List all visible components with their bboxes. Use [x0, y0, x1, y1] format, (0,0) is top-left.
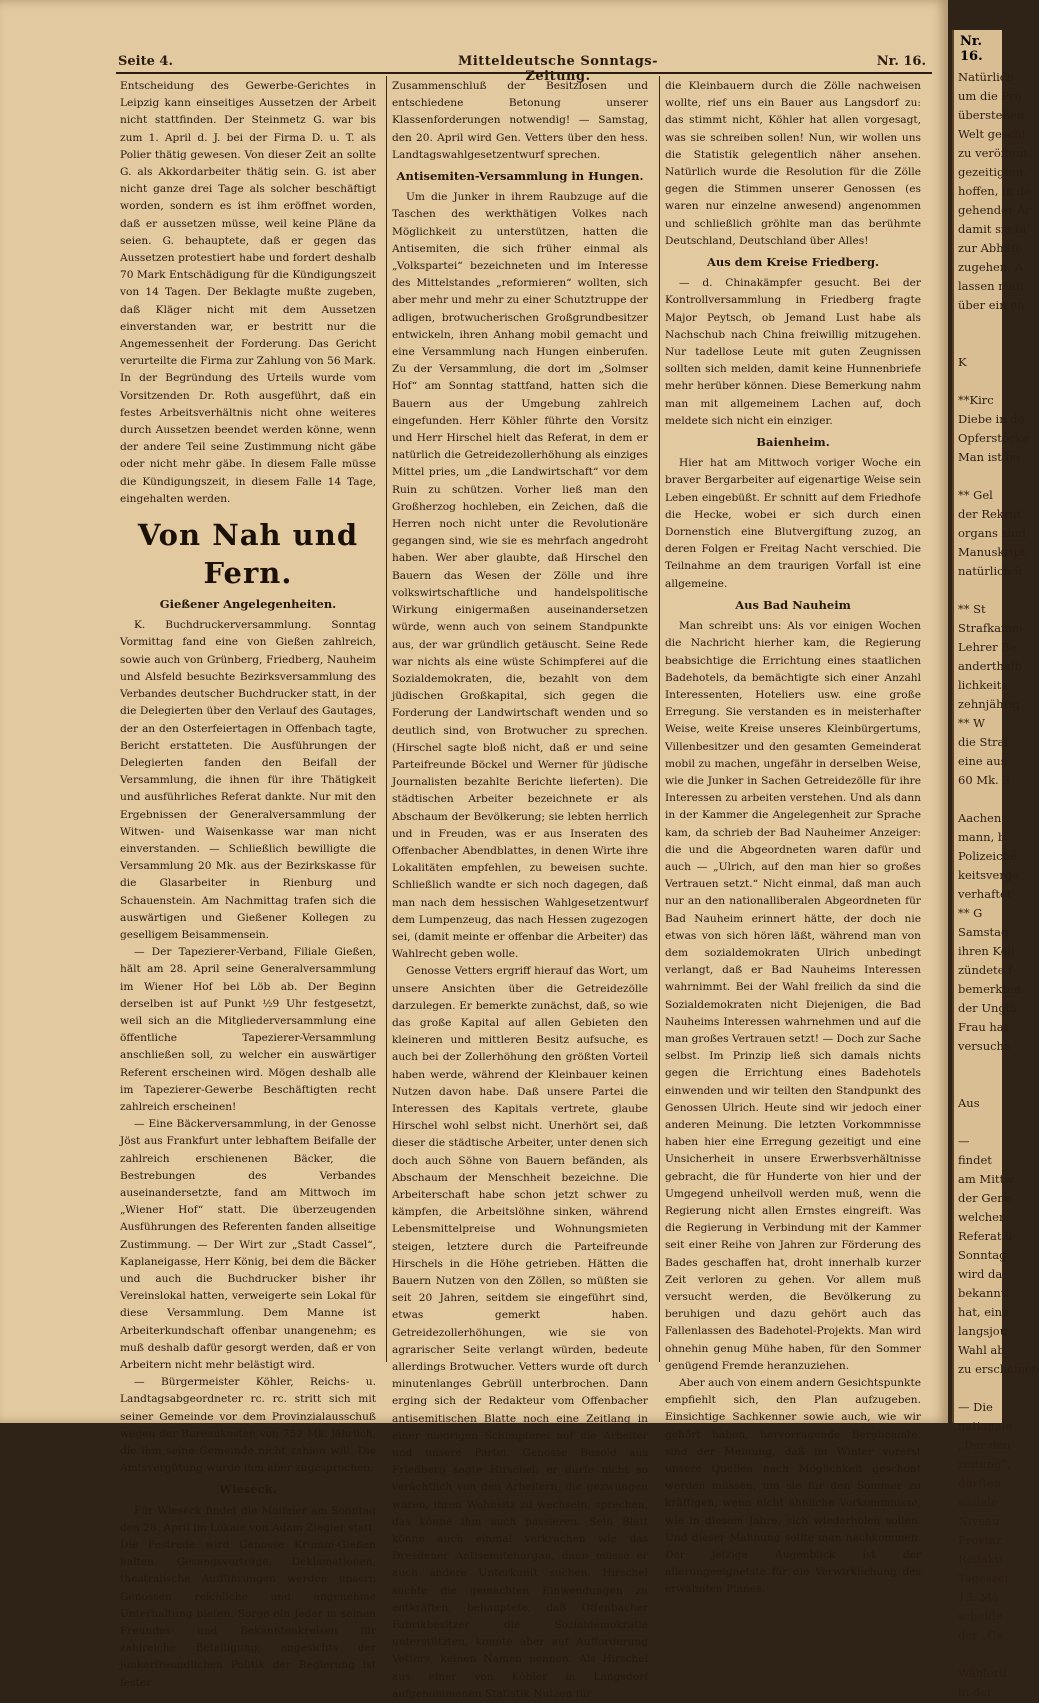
adjacent-page-line: keitsverge [958, 868, 1019, 882]
adjacent-page-line: gezeitigten, [958, 165, 1027, 179]
adjacent-page-line [954, 1113, 1002, 1132]
adjacent-page-line: zündete f [958, 963, 1013, 977]
adjacent-page-line: um die Pro [958, 89, 1022, 103]
adjacent-page-line: der „Ge [958, 1628, 1004, 1642]
column-rule [386, 76, 387, 1362]
article-text: — Eine Bäckerversammlung, in der Genosse Jöst aus Frankfurt unter lebhaftem Beifalle der zahlreich erschienenen Bäcker, die Bestrebungen des Verbandes auseinandersetzte, fand am Mittwoch im „Wiener Hof“ statt. Die überzeugenden Ausführungen des Referenten fanden allseitige Zustimmung. — Der Wirt zur „Stadt Cassel“, Kaplaneigasse, Herr König, bei dem die Bäcker und auch die Buchdrucker bisher ihr Vereinslokal hatten, verweigerte sein Lokal für diese Versammlung. Dem Manne ist Arbeiterkundschaft offenbar unangenehm; es muß deshalb dafür gesorgt werden, daß er von Arbeitern nicht mehr belästigt wird. [120, 1118, 376, 1372]
adjacent-page-line: Manuskript [958, 545, 1026, 559]
subheading: Wieseck. [219, 1482, 277, 1497]
adjacent-page-line [954, 1379, 1002, 1398]
adjacent-page-line: Aus [958, 1096, 980, 1110]
adjacent-page-line: welcher [958, 1210, 1005, 1224]
adjacent-page-line: ** W [958, 716, 985, 730]
adjacent-page-line: ihren Kell [958, 944, 1015, 958]
adjacent-page-line: zu erscheinen [958, 1362, 1039, 1376]
adjacent-page-line: 15. Mä [958, 1590, 999, 1604]
page-number: Seite 4. [118, 54, 173, 69]
adjacent-page-line: scheide [958, 1609, 1003, 1623]
adjacent-page-line: Natürlich [958, 70, 1014, 84]
adjacent-page-line: Diebe in de [958, 412, 1025, 426]
article-text: — d. Chinakämpfer gesucht. Bei der Kontrollversammlung in Friedberg fragte Major Peytsch, ob Jemand Lust habe als Nachschub nach China freiwillig mitzugehen. Nur tadellose Leute mit guten Zeugnissen sollten sich melden, damit keine Hunnenbriefe mehr herüber können. Diese Bemerkung nahm man mit allgemeinem Lachen auf, doch meldete sich nicht ein einziger. [665, 277, 921, 427]
adjacent-page-line: in der [958, 1685, 993, 1699]
article-text: — Der Tapezierer-Verband, Filiale Gießen, hält am 28. April seine Generalversammlung im Wiener Hof bei Löb ab. Der Beginn derselben ist auf Punkt ½9 Uhr festgesetzt, weil sich an die Mitgliederversammlung eine öffentliche Tapezierer-Versammlung anschließen soll, zu welcher ein auswärtiger Referent erscheinen wird. Mögen deshalb alle im Tapezierer-Gewerbe Beschäftigten recht zahlreich erscheinen! [120, 946, 376, 1113]
adjacent-page-line: — Die [958, 1400, 993, 1414]
adjacent-page-line: Niveau [958, 1514, 1000, 1528]
adjacent-page-line: — [958, 1134, 970, 1148]
adjacent-page-line: eine aus [958, 754, 1007, 768]
subheading: Aus Bad Nauheim [735, 597, 851, 612]
adjacent-page-line: lassen man [958, 279, 1024, 293]
adjacent-page-line [954, 581, 1002, 600]
column-1 [120, 78, 376, 1689]
adjacent-page-line: **Kirc [958, 393, 994, 407]
adjacent-page-lines [954, 68, 1039, 1702]
adjacent-page-issue: Nr. 16. [960, 34, 983, 64]
adjacent-page-line [954, 790, 1002, 809]
running-head [118, 52, 930, 84]
adjacent-page-line: zehnjährig [958, 697, 1021, 711]
section-title: Von Nah und Fern. [137, 518, 359, 591]
adjacent-page-line: Frau hat [958, 1020, 1009, 1034]
adjacent-page-line: zur Abhilfe [958, 241, 1023, 255]
adjacent-page-line: Samstag [958, 925, 1009, 939]
adjacent-page-line: Sonntag [958, 1248, 1007, 1262]
adjacent-page-line: die Straf [958, 735, 1009, 749]
article-text: Um die Junker in ihrem Raubzuge auf die Taschen des werkthätigen Volkes nach Möglichkeit zu unterstützen, hatten die Antisemiten, die sich früher einmal als „Volkspartei“ bezeichneten und im Interesse des Mittelstandes „reformieren“ wollten, sich aber mehr und mehr zu einer Schutztruppe der adligen, brotwucherischen Großgrundbesitzer entwickeln, ihren Anhang mobil gemacht und eine Versammlung nach Hungen einberufen. Zu der Versammlung, die dort im „Solmser Hof“ am Sonntag stattfand, hatten sich die Bauern aus der Umgebung zahlreich eingefunden. Herr Köhler führte den Vorsitz und Herr Hirschel hielt das Referat, in dem er natürlich die Getreidezollerhöhung als einziges Mittel pries, um „die Landwirtschaft“ vor dem Ruin zu schützen. Vorher ließ man den Großherzog hochleben, ein Zeichen, daß die Herren noch nicht unter die Revolutionäre gegangen sind, wie sie es mehrfach angedroht haben. Wer aber glaubte, daß Hirschel den Bauern das Wesen der Zölle und ihre volkswirtschaftliche und handelspolitische Wirkung einigermaßen auseinandersetzen würde, wenn auch von seinem Standpunkte aus, der war gründlich getäuscht. Seine Rede war nichts als eine wüste Schimpferei auf die Sozialdemokraten, die, bezahlt von dem jüdischen Großkapital, sich gegen die Forderung der Landwirtschaft wenden und so deutlich sind, von Brotwucher zu sprechen. (Hirschel sagte bloß nicht, daß er und seine Parteifreunde Böckel und Werner für jüdische Journalisten bezahlte Berichte lieferten). Die städtischen Arbeiter bezeichnete er als Abschaum der Bevölkerung; sie lebten herrlich und in Freuden, was er aus Inseraten des Offenbacher Abendblattes, in denen Wirte ihre Lokalitäten empfehlen, zu beweisen suchte. Schließlich wandte er sich noch dagegen, daß man nach dem hessischen Wahlgesetzentwurf dem Lumpenzeug, das nach Hessen zugezogen sei, (damit meinte er offenbar die Arbeiter) das Wahlrecht geben wolle. [392, 191, 648, 961]
article-text: K. Buchdruckerversammlung. Sonntag Vormittag fand eine von Gießen zahlreich, sowie auch von Grünberg, Friedberg, Nauheim und Alsfeld besuchte Bezirksversammlung des Verbandes deutscher Buchdrucker statt, in der die Delegierten über den Verlauf des Gautages, der an den Osterfeiertagen in Offenbach tagte, Bericht erstatteten. Die Ausführungen der Delegierten fanden den Beifall der Versammlung, die ihnen für ihre Thätigkeit und ausführliches Referat dankte. Nur mit den Ergebnissen der Generalversammlung der Witwen- und Waisenkasse war man nicht einverstanden. — Schließlich bewilligte die Versammlung 20 Mk. aus der Bezirkskasse für die Glasarbeiter in Rienburg und Schauenstein. Am Nachmittag trafen sich die auswärtigen und Gießener Kollegen zu geselligem Beisammensein. [120, 619, 376, 941]
article-text: die Kleinbauern durch die Zölle nachweisen wollte, rief uns ein Bauer aus Langsdorf zu: das stimmt nicht, Köhler hat allen vorgesagt, was sie schreiben sollen! Nun, wir wollen uns die Statistik gelegentlich näher ansehen. Natürlich wurde die Resolution für die Zölle gegen die Stimmen unserer Genossen (es waren nur einzelne anwesend) angenommen und schließlich gröhlte man das berühmte Deutschland, Deutschland über Alles! [665, 80, 921, 247]
adjacent-page-line: über ein en [958, 298, 1025, 312]
subheading: Baienheim. [756, 435, 830, 450]
adjacent-page-line: Wählerli [958, 1666, 1007, 1680]
adjacent-page-line: zu veröffent [958, 146, 1028, 160]
column-3 [665, 78, 921, 1596]
adjacent-page-line [954, 1645, 1002, 1664]
adjacent-page-line: soziale [958, 1495, 998, 1509]
adjacent-page-line: organs sind [958, 526, 1026, 540]
adjacent-page-line: gehender Ar [958, 203, 1031, 217]
subheading: Gießener Angelegenheiten. [159, 597, 337, 612]
adjacent-page-line: ** Gel [958, 488, 993, 502]
adjacent-page-line: hat, eine [958, 1305, 1009, 1319]
subheading: Antisemiten-Versammlung in Hungen. [396, 169, 644, 184]
adjacent-page-line: Redakti [958, 1552, 1003, 1566]
article-text: Hier hat am Mittwoch voriger Woche ein braver Bergarbeiter auf eigenartige Weise sein Leben eingebüßt. Er schnitt auf dem Friedhofe die Hecke, wobei er sich durch einen Dornenstich eine Blutvergiftung zuzog, an deren Folgen er Freitag Nacht verschied. Die Teilnahme an dem traurigen Vorfall ist eine allgemeine. [665, 457, 921, 590]
adjacent-page-line: ** St [958, 602, 986, 616]
adjacent-page-line: nationale [958, 1419, 1013, 1433]
issue-number: Nr. 16. [876, 54, 926, 69]
adjacent-page-line: findet [958, 1153, 992, 1167]
adjacent-page-edge [952, 30, 1039, 1699]
adjacent-page-line: dürften [958, 1476, 1002, 1490]
adjacent-page-line [954, 315, 1002, 334]
adjacent-page-line: langsjou [958, 1324, 1008, 1338]
adjacent-page-line: Wahl ab [958, 1343, 1005, 1357]
adjacent-page-line: versuche [958, 1039, 1011, 1053]
adjacent-page-line: der Gene [958, 1191, 1012, 1205]
adjacent-page-line: Referat ü [958, 1229, 1013, 1243]
article-text: Genosse Vetters ergriff hierauf das Wort, um unsere Ansichten über die Getreidezölle darzulegen. Er bemerkte zunächst, daß, so wie das große Kapital auf allen Gebieten den kleineren und mittleren Besitz aufsuche, es auch bei der Zollerhöhung den größten Vorteil haben werde, während der Kleinbauer keinen Nutzen davon habe. Daß unsere Partei die Interessen des Kapitals vertrete, glaube Hirschel wohl selbst nicht. Unerhört sei, daß dieser die städtische Arbeiter, unter denen sich doch auch Söhne von Bauern befänden, als Abschaum der Menschheit bezeichne. Die Arbeiterschaft habe schon jetzt schwer zu kämpfen, die Arbeitslöhne sinken, während Lebensmittelpreise und Wohnungsmieten steigen, letztere durch die Parteifreunde Hirschels in die Höhe getrieben. Hätten die Bauern Nutzen von den Zöllen, so müßten sie seit 20 Jahren, seitdem sie eingeführt sind, etwas gemerkt haben. Getreidezollerhöhungen, wie sie von agrarischer Seite verlangt würden, bedeute allerdings Brotwucher. Vetters wurde oft durch minutenlanges Gebrüll unterbrochen. Dann erging sich der Redakteur vom Offenbacher antisemitischen Blatte noch eine Zeitlang in einer niedrigen Schimpferei auf die Arbeiter und unsere Partei. Genosse Busold aus Friedberg sagte Hirschel: er dürfe nicht so verächtlich von den Arbeitern, die gezwungen wären, ihren Wohnsitz zu wechseln, sprechen, das könne ihm auch passieren. Sein Blatt könne auch einmal verkrachen wie das Dresdener Antisemitenorgan, dann müsse er auch andere Unterkunft suchen. Hirschel suchte die gemachten Einwendungen zu entkräften, behauptete, daß Offenbacher Fabrikbesitzer die Sozialdemokratie unterstützten, konnte aber auf Aufforderung Vetters, keinen Namen nennen. Als Hirschel aus einer von Köhler in Langsdorf aufgenommenen Statistik Nutzen für [392, 965, 648, 1700]
adjacent-page-line: bekanntl [958, 1286, 1010, 1300]
article-text: Entscheidung des Gewerbe-Gerichtes in Leipzig kann einseitiges Aussetzen der Arbeit nicht stattfinden. Der Steinmetz G. war bis zum 1. April d. J. bei der Firma D. u. T. als Polier thätig gewesen. Von dieser Zeit an sollte G. als Akkordarbeiter thätig sein. G. ist aber nicht ganze drei Tage als solcher beschäftigt worden, sondern es ist ihm eröffnet worden, daß er aussetzen müsse, weil keine Pläne da seien. G. behauptete, daß er gegen das Aussetzen protestiert habe und fordert deshalb 70 Mark Entschädigung für die Kündigungszeit von 14 Tagen. Der Beklagte mußte zugeben, daß Kläger nicht mit dem Aussetzen einverstanden war, er bestritt nur die Angemessenheit der Forderung. Das Gericht verurteilte die Firma zur Zahlung von 56 Mark. In der Begründung des Urteils wurde vom Vorsitzenden Dr. Roth ausgeführt, daß ein festes Arbeitsverhältnis nicht ohne weiteres durch Aussetzen beendet werden könne, wenn der andere Teil seine Zustimmung nicht gäbe oder nicht mehr gäbe. In diesem Falle müsse die Kündigungszeit, in diesem Falle 14 Tage, eingehalten werden. [120, 80, 376, 505]
adjacent-page-line [954, 467, 1002, 486]
article-text: Für Wieseck findet die Maifeier am Sonntag den 28. April im Lokale von Adam Ziegler statt. Die Festrede wird Genosse Krumm-Gießen halten. Gesangsvorträge, Deklamationen, theatralische Aufführungen werden unsern Genossen reichliche und angenehme Unterhaltung bieten. Sorge ein Jeder in seinen Freundes- und Bekanntenkreisen für zahlreiche Beteiligung; angesichts der junkerfreundlichen Politik der Regierung ist fester [120, 1504, 376, 1689]
adjacent-page-line: damit sie bi [958, 222, 1027, 236]
adjacent-page-line: verhaftet. [958, 887, 1016, 901]
adjacent-page-line: Welt geschi [958, 127, 1026, 141]
header-rule [116, 72, 932, 74]
adjacent-page-line: Provinz [958, 1533, 1002, 1547]
adjacent-page-line: „Der deu [958, 1438, 1011, 1452]
adjacent-page-line: Aachen [958, 811, 1002, 825]
adjacent-page-line: Strafkamm [958, 621, 1023, 635]
column-2 [392, 78, 648, 1700]
adjacent-page-line [954, 334, 1002, 353]
adjacent-page-line: überstehen [958, 108, 1025, 122]
adjacent-page-line: Tageszei [958, 1571, 1009, 1585]
adjacent-page-line: zugehen. A [958, 260, 1023, 274]
adjacent-page-line: Polizeiche [958, 849, 1017, 863]
adjacent-page-line: ** G [958, 906, 983, 920]
adjacent-page-line: mann, b [958, 830, 1006, 844]
adjacent-page-line: hoffen, in de [958, 184, 1031, 198]
adjacent-page-line: am Mittw [958, 1172, 1014, 1186]
paper-title: Mitteldeutsche Sonntags-Zeitung. [457, 54, 659, 84]
adjacent-page-line: natürlich ü [958, 564, 1023, 578]
article-text: — Bürgermeister Köhler, Reichs- u. Landtagsabgeordneter rc. rc. stritt sich mit seiner Gemeinde vor dem Provinzialausschuß wegen der Bureaukosten von 752 Mk. jährlich, die ihm seine Gemeinde nicht zahlen will. Die Amtsvergütung wurde ihm aber zugesprochen. [120, 1376, 376, 1475]
subheading: Aus dem Kreise Friedberg. [706, 255, 880, 270]
adjacent-page-line: Man ist be [958, 450, 1020, 464]
adjacent-page-line: lichkeits [958, 678, 1008, 692]
adjacent-page-line: bemerkten [958, 982, 1022, 996]
adjacent-page-line: 60 Mk. 3 [958, 773, 1010, 787]
adjacent-page-line: der Unglü [958, 1001, 1017, 1015]
adjacent-page-line: Lehrer Be [958, 640, 1017, 654]
adjacent-page-line: wird da [958, 1267, 1003, 1281]
article-text: Man schreibt uns: Als vor einigen Wochen die Nachricht hierher kam, die Regierung beabsichtige die Errichtung eines staatlichen Badehotels, da bemächtigte sich einer Anzahl Interessenten, Hoteliers usw. eine große Erregung. Sie verstanden es in meisterhafter Weise, weite Kreise unseres Kleinbürgertums, Villenbesitzer und den gesamten Gemeinderat mobil zu machen, ungefähr in derselben Weise, wie die Junker in Sachen Getreidezölle für ihre Interessen zu arbeiten verstehen. Und als dann in der Kammer die Angelegenheit zur Sprache kam, da schrieb der Bad Nauheimer Anzeiger: die und die Abgeordneten waren dafür und auch — „Ulrich, auf den man hier so großes Vertrauen setzt.“ Nicht einmal, daß man auch nur an den nationalliberalen Abgeordneten für Bad Nauheim erinnert hätte, der doch nie etwas von sich hören läßt, während man von dem sozialdemokraten Ulrich unbedingt verlangt, daß er Bad Nauheims Interessen wahrnimmt. Bei der Wahl freilich da sind die Sozialdemokraten nicht Diejenigen, die Bad Nauheims Interessen wahrnehmen und auf die man großes Vertrauen setzt! — Doch zur Sache selbst. Im Prinzip ließ sich damals nichts gegen die Errichtung eines Badehotels einwenden und wir teilten den Standpunkt des Genossen Ulrich. Heute sind wir jedoch einer anderen Meinung. Die letzten Vorkommnisse haben hier eine Erregung gezeitigt und eine Unsicherheit in unsere Erwerbsverhältnisse gebracht, die für Hunderte von hier und der Umgegend unheilvoll werden muß, wenn die Regierung nicht allen Ernstes eingreift. Was die Regierung in Verbindung mit der Kammer seit einer Reihe von Jahren zur Förderung des Bades geschaffen hat, droht innerhalb kurzer Zeit verloren zu gehen. Vor allem muß versucht werden, die Bevölkerung zu beruhigen und dazu gehört auch das Fallenlassen des Badehotel-Projekts. Man wird ohnehin genug Mühe haben, für den Sommer genügend Fremde heranzuziehen. [665, 620, 921, 1372]
adjacent-page-line [954, 1056, 1002, 1075]
adjacent-page-line: K [958, 355, 967, 369]
article-text: Zusammenschluß der Besitzlosen und entschiedene Betonung unserer Klassenforderungen notwendig! — Samstag, den 20. April wird Gen. Vetters über den hess. Landtagswahlgesetzentwurf sprechen. [392, 80, 648, 161]
adjacent-page-line [954, 372, 1002, 391]
adjacent-page-line: Opferstöcke [958, 431, 1030, 445]
adjacent-page-line [954, 1075, 1002, 1094]
column-rule [659, 76, 660, 1362]
adjacent-page-line: anderthalb [958, 659, 1022, 673]
adjacent-page-line: der Rekrut [958, 507, 1022, 521]
article-text: Aber auch von einem andern Gesichtspunkte empfiehlt sich, den Plan aufzugeben. Einsichtige Sachkenner sowie auch, wie wir gehört haben, hervorragende Bergbeamte, sind der Meinung, daß im Winter vorerst unsere Quellen nach Möglichkeit geschont werden müssen, um sie für den Sommer zu kräftigen, wenn nicht ähnliche Vorkommnisse, wie in diesem Jahre, sich wiederholen sollen. Und dieser Mahnung sollte man nachkommen. Der jetzige Augenblick ist der allerungeeignetste für die Verwirklichung des erwähnten Planes. [665, 1377, 921, 1596]
adjacent-page-line: zeitung“, [958, 1457, 1011, 1471]
